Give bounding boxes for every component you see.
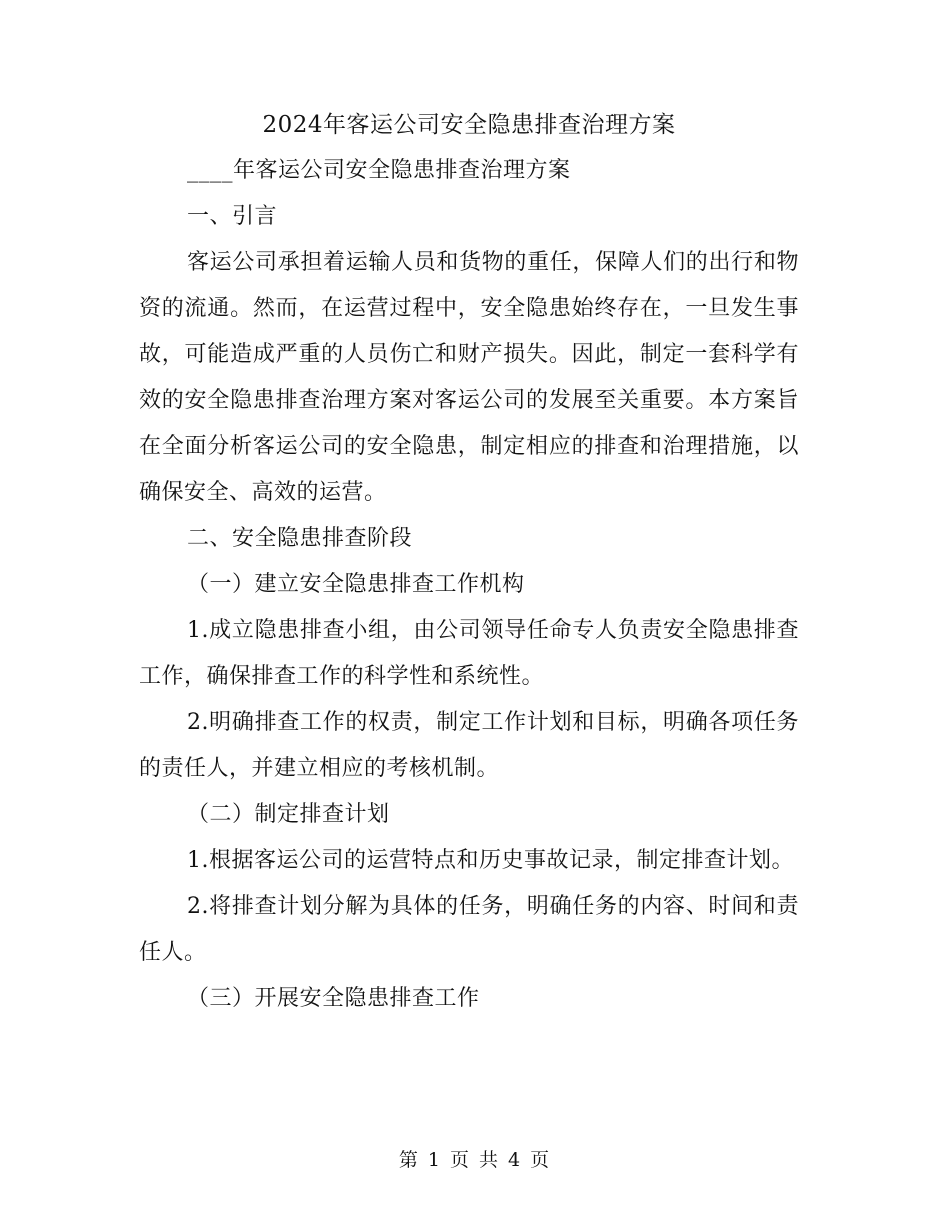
heading-introduction: 一、引言 [187,204,278,229]
document-title: 2024年客运公司安全隐患排查治理方案 [262,112,676,138]
paragraph-subtitle: ____年客运公司安全隐患排查治理方案 [187,158,571,183]
list-item-1-1: 1.成立隐患排查小组，由公司领导任命专人负责安全隐患排查工作，确保排查工作的科学性和系统性。 [139,618,799,689]
subheading-carry-out-inspection: （三）开展安全隐患排查工作 [187,986,480,1011]
subheading-make-plan: （二）制定排查计划 [187,802,390,827]
heading-inspection-stage: 二、安全隐患排查阶段 [187,526,413,551]
page-number-footer: 第 1 页 共 4 页 [398,1149,552,1171]
list-item-2-1: 1.根据客运公司的运营特点和历史事故记录，制定排查计划。 [187,848,794,873]
paragraph-introduction: 客运公司承担着运输人员和货物的重任，保障人们的出行和物资的流通。然而，在运营过程中，安全隐患始终存在，一旦发生事故，可能造成严重的人员伤亡和财产损失。因此，制定一套科学有效的安全隐患排查治理方案对客运公司的发展至关重要。本方案旨在全面分析客运公司的安全隐患，制定相应的排查和治理措施，以确保安全、高效的运营。 [139,250,799,505]
document-body [139,102,799,1022]
subheading-establish-organization: （一）建立安全隐患排查工作机构 [187,572,525,597]
list-item-1-2: 2.明确排查工作的权责，制定工作计划和目标，明确各项任务的责任人，并建立相应的考核机制。 [139,710,799,781]
list-item-2-2: 2.将排查计划分解为具体的任务，明确任务的内容、时间和责任人。 [139,894,799,965]
